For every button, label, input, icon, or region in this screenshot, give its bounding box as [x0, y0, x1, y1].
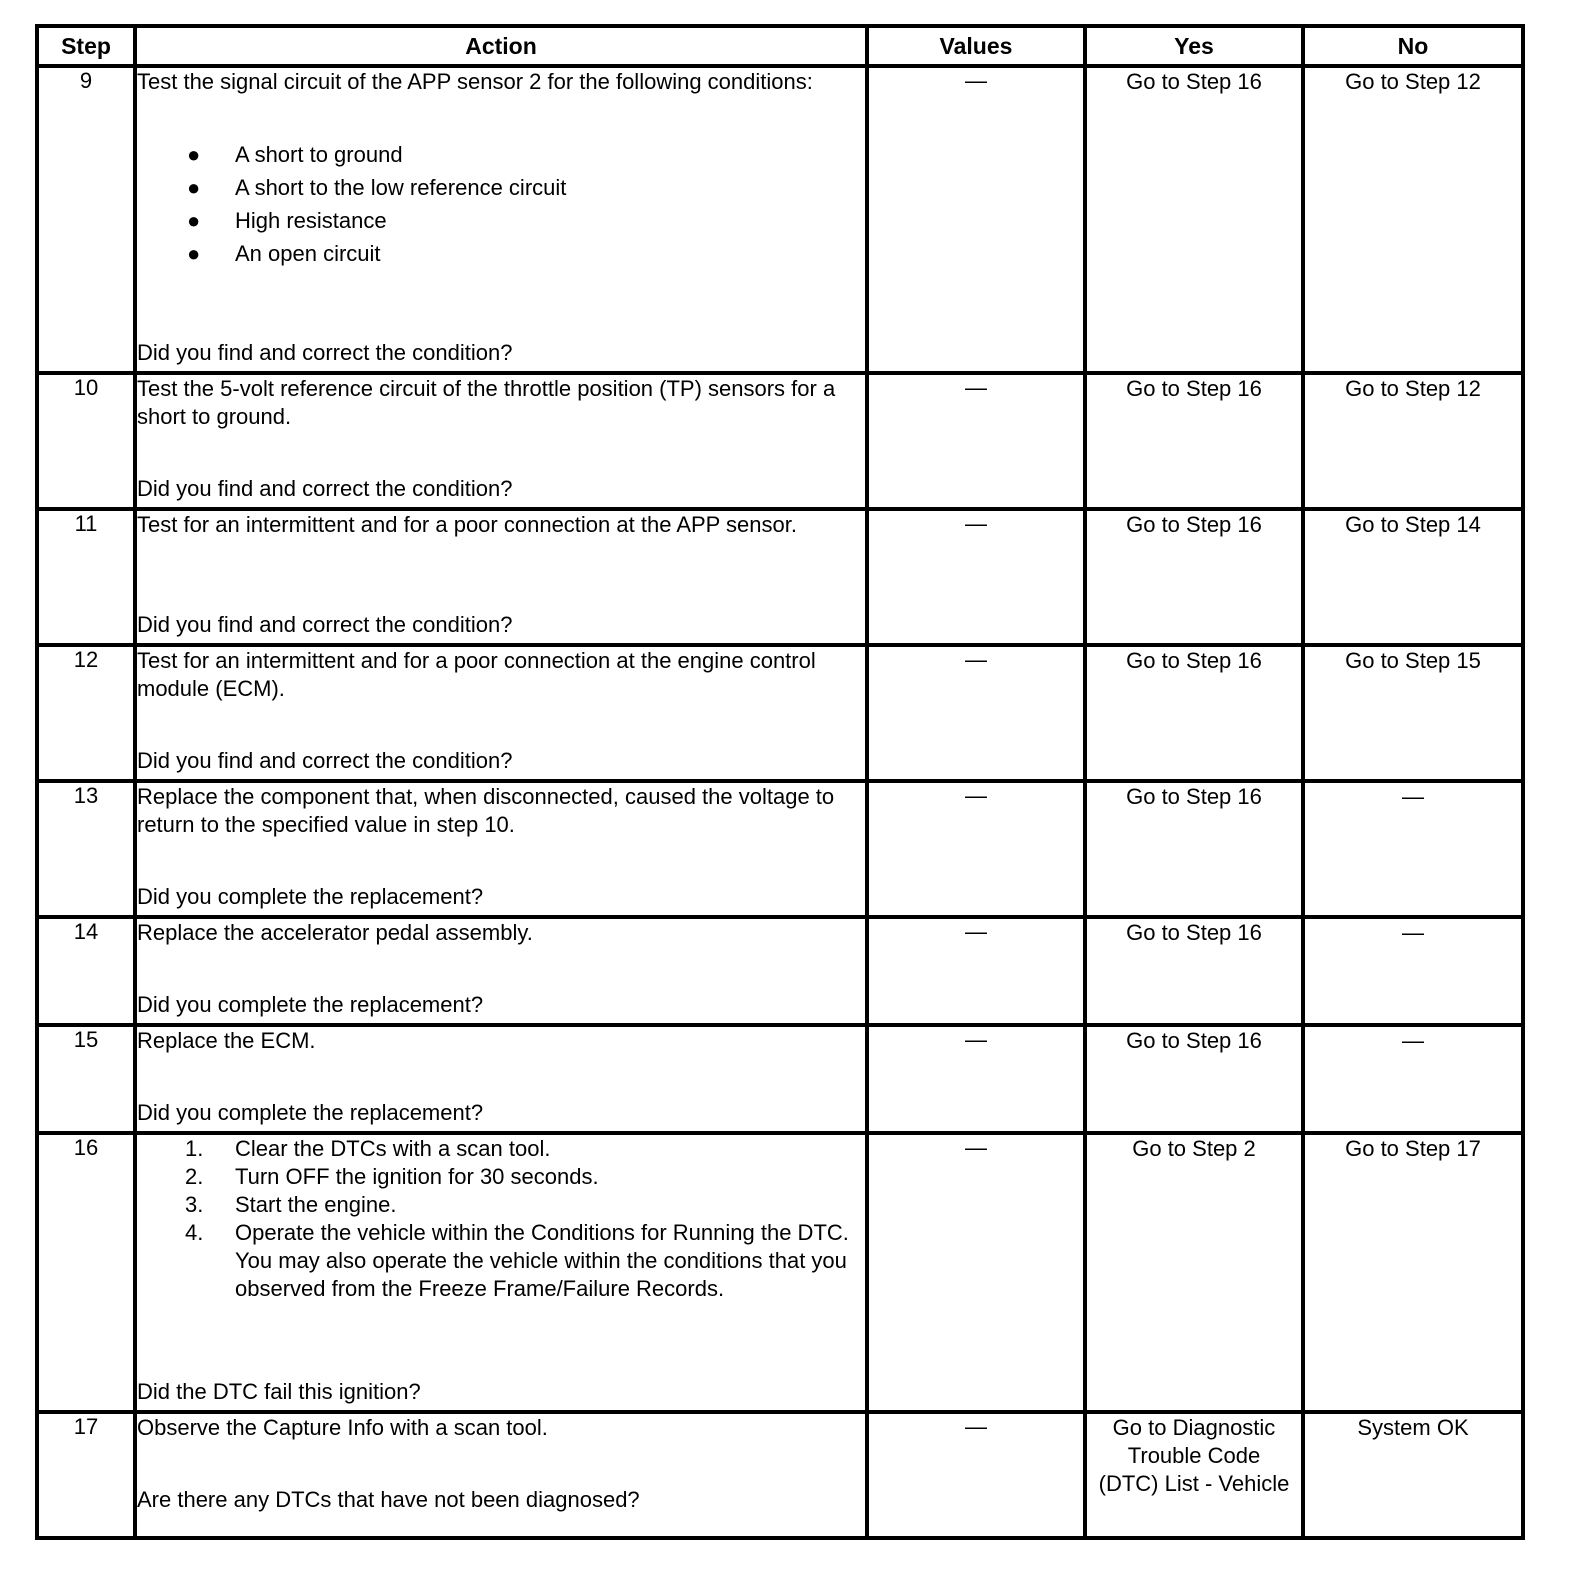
- step-number: 9: [37, 66, 135, 373]
- header-step: Step: [37, 26, 135, 66]
- table-row: [37, 1412, 1523, 1538]
- yes-cell: Go to Step 16: [1085, 373, 1303, 509]
- action-text: Replace the ECM.: [137, 1028, 316, 1053]
- list-item: ● A short to the low reference circuit: [137, 171, 865, 204]
- action-cell: [135, 781, 867, 917]
- procedure-list: [137, 1135, 865, 1303]
- yes-cell: Go to Step 16: [1085, 66, 1303, 373]
- action-question: Did you find and correct the condition?: [137, 340, 513, 365]
- yes-cell: Go to Step 2: [1085, 1133, 1303, 1412]
- table-row: [37, 373, 1523, 509]
- values-cell: —: [867, 917, 1085, 1025]
- yes-cell: Go to Step 16: [1085, 509, 1303, 645]
- bullet-icon: ●: [187, 175, 201, 200]
- step-number: 16: [37, 1133, 135, 1412]
- step-number: 14: [37, 917, 135, 1025]
- yes-cell: Go to Step 16: [1085, 645, 1303, 781]
- list-item: 4. Operate the vehicle within the Conditions for Running the DTC. You may also operate the vehicle within the conditions that you observed from the Freeze Frame/Failure Records.: [185, 1220, 849, 1301]
- table-row: [37, 1133, 1523, 1412]
- no-cell: Go to Step 14: [1303, 509, 1523, 645]
- no-cell: —: [1303, 917, 1523, 1025]
- yes-cell: Go to Step 16: [1085, 917, 1303, 1025]
- no-cell: Go to Step 12: [1303, 373, 1523, 509]
- values-cell: —: [867, 645, 1085, 781]
- no-cell: —: [1303, 1025, 1523, 1133]
- yes-cell: Go to Step 16: [1085, 781, 1303, 917]
- action-cell: [135, 917, 867, 1025]
- values-cell: —: [867, 781, 1085, 917]
- action-text: Replace the component that, when disconnected, caused the voltage to return to the specified value in step 10.: [137, 784, 835, 837]
- no-cell: Go to Step 15: [1303, 645, 1523, 781]
- action-cell: [135, 509, 867, 645]
- list-item: ● High resistance: [137, 204, 865, 237]
- action-text: Test for an intermittent and for a poor connection at the APP sensor.: [137, 512, 797, 537]
- table-row: [37, 66, 1523, 373]
- action-question: Did you complete the replacement?: [137, 1100, 484, 1125]
- action-question: Did you complete the replacement?: [137, 992, 484, 1017]
- diagnostic-table: [35, 24, 1525, 1540]
- step-number: 17: [37, 1412, 135, 1538]
- action-cell: [135, 1412, 867, 1538]
- header-no: No: [1303, 26, 1523, 66]
- list-item: ● A short to ground: [137, 138, 865, 171]
- action-cell: [135, 1133, 867, 1412]
- action-text: Test for an intermittent and for a poor connection at the engine control module (ECM).: [137, 648, 816, 701]
- action-cell: [135, 1025, 867, 1133]
- table-row: [37, 509, 1523, 645]
- step-number: 15: [37, 1025, 135, 1133]
- action-text: Observe the Capture Info with a scan tool.: [137, 1415, 548, 1440]
- no-cell: Go to Step 17: [1303, 1133, 1523, 1412]
- list-item: 3. Start the engine.: [185, 1192, 397, 1217]
- action-question: Did you complete the replacement?: [137, 884, 484, 909]
- condition-list: [137, 138, 865, 270]
- header-row: [37, 26, 1523, 66]
- list-item: ● An open circuit: [137, 237, 865, 270]
- header-yes: Yes: [1085, 26, 1303, 66]
- action-question: Did you find and correct the condition?: [137, 748, 513, 773]
- bullet-icon: ●: [187, 208, 201, 233]
- no-cell: System OK: [1303, 1412, 1523, 1538]
- header-action: Action: [135, 26, 867, 66]
- bullet-icon: ●: [187, 241, 201, 266]
- no-cell: Go to Step 12: [1303, 66, 1523, 373]
- action-question: Did the DTC fail this ignition?: [137, 1379, 421, 1404]
- values-cell: —: [867, 509, 1085, 645]
- values-cell: —: [867, 373, 1085, 509]
- table-row: [37, 781, 1523, 917]
- values-cell: —: [867, 66, 1085, 373]
- header-values: Values: [867, 26, 1085, 66]
- table-row: [37, 917, 1523, 1025]
- action-cell: [135, 373, 867, 509]
- step-number: 12: [37, 645, 135, 781]
- action-text: Test the signal circuit of the APP sensor 2 for the following conditions:: [137, 69, 813, 94]
- action-cell: [135, 66, 867, 373]
- action-text: Replace the accelerator pedal assembly.: [137, 920, 533, 945]
- values-cell: —: [867, 1025, 1085, 1133]
- step-number: 13: [37, 781, 135, 917]
- action-text: Test the 5-volt reference circuit of the throttle position (TP) sensors for a short to ground.: [137, 376, 836, 429]
- table-row: [37, 1025, 1523, 1133]
- list-item: 1. Clear the DTCs with a scan tool.: [185, 1136, 551, 1161]
- yes-cell: Go to Diagnostic Trouble Code (DTC) List - Vehicle: [1085, 1412, 1303, 1538]
- table-row: [37, 645, 1523, 781]
- step-number: 11: [37, 509, 135, 645]
- bullet-icon: ●: [187, 142, 201, 167]
- values-cell: —: [867, 1412, 1085, 1538]
- action-cell: [135, 645, 867, 781]
- action-question: Did you find and correct the condition?: [137, 612, 513, 637]
- action-question: Did you find and correct the condition?: [137, 476, 513, 501]
- action-question: Are there any DTCs that have not been diagnosed?: [137, 1487, 640, 1512]
- step-number: 10: [37, 373, 135, 509]
- list-item: 2. Turn OFF the ignition for 30 seconds.: [185, 1164, 599, 1189]
- values-cell: —: [867, 1133, 1085, 1412]
- yes-cell: Go to Step 16: [1085, 1025, 1303, 1133]
- no-cell: —: [1303, 781, 1523, 917]
